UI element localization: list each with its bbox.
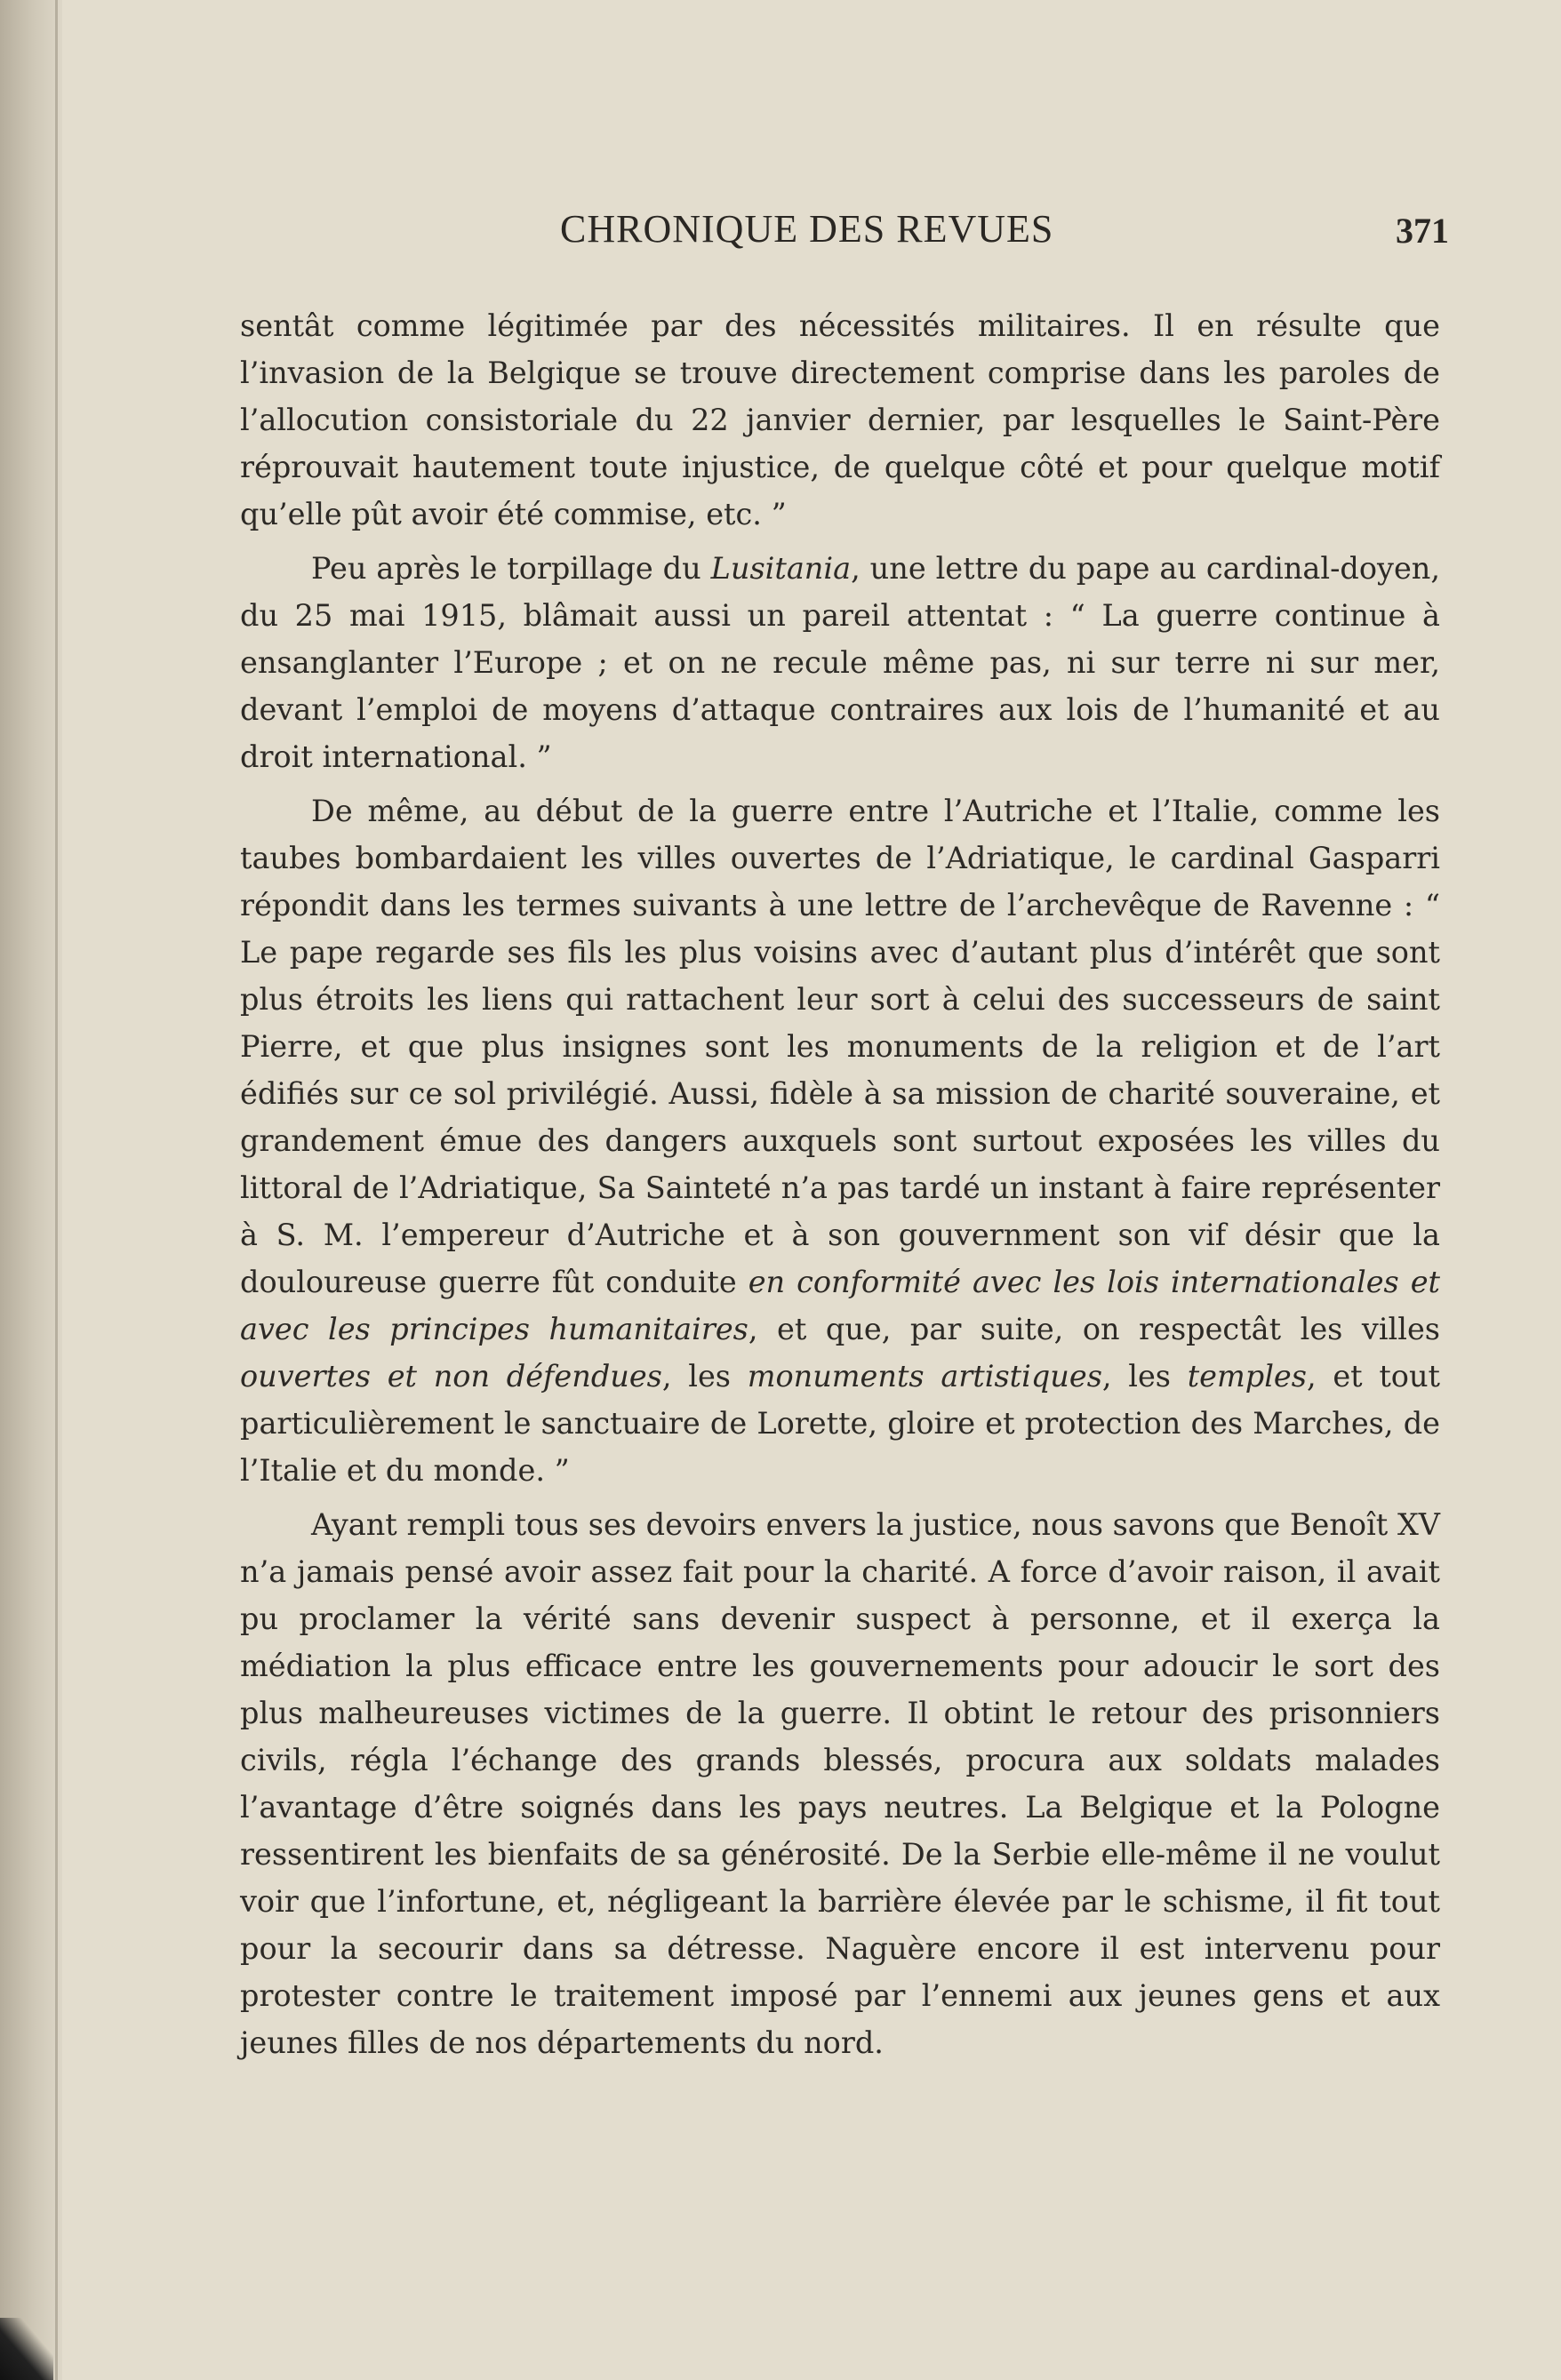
text-segment: , les <box>1101 1359 1188 1394</box>
text-segment: , et tout particulièrement le sanctuaire de Lorette, gloire et protection des Marches, de l’Italie et du monde. ” <box>240 1359 1440 1488</box>
italic-text: Lusitania <box>710 551 852 586</box>
scan-corner-shadow <box>0 2318 53 2380</box>
paragraph-p1 <box>240 302 1440 538</box>
italic-text: temples <box>1187 1359 1307 1394</box>
text-segment: De même, au début de la guerre entre l’Autriche et l’Italie, comme les taubes bombardaient les villes ouvertes de l’Adriatique, le cardinal Gasparri répondit dans les termes suivants à une lettre de l’archevêque de Ravenne : “ Le pape regarde ses fils les plus voisins avec d’autant plus d’intérêt que sont plus étroits les liens qui rattachent leur sort à celui des successeurs de saint Pierre, et que plus insignes sont les monuments de la religion et de l’art édifiés sur ce sol privilégié. Aussi, fidèle à sa mission de charité souveraine, et grandement émue des dangers auxquels sont surtout exposées les villes du littoral de l’Adriatique, Sa Sainteté n’a pas tardé un instant à faire représenter à S. M. l’empereur d’Autriche et à son gouvernment son vif désir que la douloureuse guerre fût conduite <box>240 794 1440 1299</box>
paragraph-p4 <box>240 1501 1440 2066</box>
text-segment: sentât comme légitimée par des nécessités militaires. Il en résulte que l’invasion de la Belgique se trouve directement comprise dans les paroles de l’allocution consistoriale du 22 janvier dernier, par lesquelles le Saint-Père réprouvait hautement toute injustice, de quelque côté et pour quelque motif qu’elle pût avoir été commise, etc. ” <box>240 308 1440 531</box>
text-segment: , les <box>661 1359 748 1394</box>
page-number: 371 <box>1396 211 1449 251</box>
body-text <box>240 302 1440 2066</box>
paragraph-p3 <box>240 787 1440 1494</box>
text-segment: , une lettre du pape au cardinal-doyen, du 25 mai 1915, blâmait aussi un pareil attentat : “ La guerre continue à ensanglanter l’Europe ; et on ne recule même pas, ni sur terre ni sur mer, devant l’emploi de moyens d’attaque contraires aux lois de l’humanité et au droit international. ” <box>240 551 1440 774</box>
running-title: CHRONIQUE DES REVUES <box>560 207 1054 251</box>
italic-text: en conformité avec les lois internationales et avec les principes humanitaires <box>240 1265 1440 1346</box>
gutter-edge <box>55 0 58 2380</box>
text-segment: , et que, par suite, on respectât les villes <box>748 1312 1440 1346</box>
text-segment: Peu après le torpillage du <box>311 551 711 586</box>
italic-text: monuments artistiques <box>747 1359 1102 1394</box>
italic-text: ouvertes et non défendues <box>240 1359 662 1394</box>
paragraph-p2 <box>240 545 1440 780</box>
book-gutter <box>0 0 62 2380</box>
text-segment: Ayant rempli tous ses devoirs envers la justice, nous savons que Benoît XV n’a jamais pensé avoir assez fait pour la charité. A force d’avoir raison, il avait pu proclamer la vérité sans devenir suspect à personne, et il exerça la médiation la plus efficace entre les gouvernements pour adoucir le sort des plus malheureuses victimes de la guerre. Il obtint le retour des prisonniers civils, régla l’échange des grands blessés, procura aux soldats malades l’avantage d’être soignés dans les pays neutres. La Belgique et la Pologne ressentirent les bienfaits de sa générosité. De la Serbie elle-même il ne voulut voir que l’infortune, et, négligeant la barrière élevée par le schisme, il fit tout pour la secourir dans sa détresse. Naguère encore il est intervenu pour protester contre le traitement imposé par l’ennemi aux jeunes gens et aux jeunes filles de nos départements du nord. <box>240 1507 1440 2060</box>
book-page <box>62 0 1561 2380</box>
page-header <box>560 206 1449 260</box>
